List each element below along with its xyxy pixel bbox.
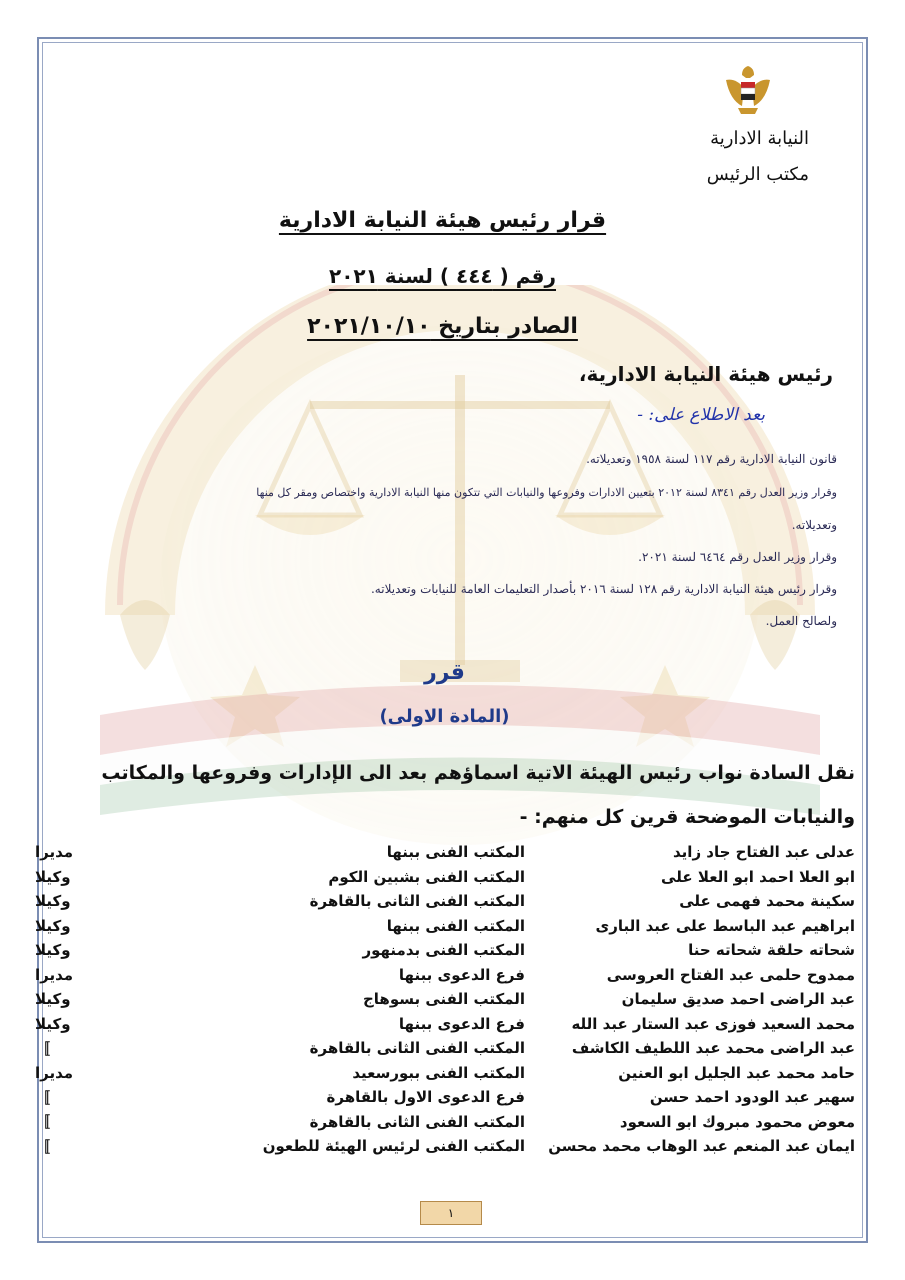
table-row (35, 987, 855, 1012)
office-name-cell: فرع الدعوى ببنها (398, 965, 525, 984)
person-name: عدلى عبد الفتاح جاد زايد (673, 843, 855, 862)
person-name: شحاته حلقة شحاته حنا (688, 941, 855, 960)
preamble-line-4: وقرار وزير العدل رقم ٦٤٦٤ لسنة ٢٠٢١. (638, 550, 837, 564)
eagle-emblem-icon (724, 62, 772, 120)
office-name-cell: المكتب الفنى لرئيس الهيئة للطعون (262, 1137, 525, 1156)
preamble-line-2: وقرار وزير العدل رقم ٨٣٤١ لسنة ٢٠١٢ بتعيين الادارات وفروعها والنيابات التي تتكون منها النيابة الادارية واختصاص ومقر كل منها (256, 486, 837, 499)
role-cell: وكيلا (35, 1014, 71, 1033)
office-name-cell: المكتب الفنى بشبين الكوم (328, 867, 525, 886)
person-name: ممدوح حلمى عبد الفتاح العروسى (606, 965, 855, 984)
decision-date: الصادر بتاريخ ٢٠٢١/١٠/١٠ (307, 314, 578, 339)
article-text-line-2: والنيابات الموضحة قرين كل منهم: - (519, 806, 855, 828)
preamble-line-6: ولصالح العمل. (765, 614, 837, 628)
role-cell: مديرا (35, 1063, 74, 1082)
preamble-line-1: قانون النيابة الادارية رقم ١١٧ لسنة ١٩٥٨ وتعديلاته. (586, 452, 837, 466)
role-cell: وكيلا (35, 867, 71, 886)
office-name-cell: المكتب الفنى الثانى بالقاهرة (309, 1039, 525, 1058)
table-row (35, 889, 855, 914)
role-cell: مديرا (35, 843, 74, 862)
decided-heading: قرر (424, 660, 465, 685)
table-row (35, 1085, 855, 1110)
person-name: سهير عبد الودود احمد حسن (649, 1088, 855, 1107)
table-row (35, 1110, 855, 1135)
table-row (35, 865, 855, 890)
table-row (35, 1134, 855, 1159)
article-title: (المادة الاولى) (379, 706, 510, 727)
page-number: ١ (420, 1201, 482, 1225)
office-name-cell: المكتب الفنى ببورسعيد (352, 1063, 525, 1082)
office-name-cell: المكتب الفنى ببنها (386, 843, 525, 862)
table-row (35, 914, 855, 939)
person-name: حامد محمد عبد الجليل ابو العنين (618, 1063, 855, 1082)
person-name: محمد السعيد فوزى عبد الستار عبد الله (571, 1014, 855, 1033)
role-cell: مديرا (35, 965, 74, 984)
preamble-line-3: وتعديلاته. (791, 518, 837, 532)
role-cell: وكيلا (35, 916, 71, 935)
office-name: مكتب الرئيس (706, 164, 809, 185)
person-name: معوض محمود مبروك ابو السعود (619, 1112, 855, 1131)
role-cell: 〛 (35, 1113, 51, 1132)
person-name: سكينة محمد فهمى على (679, 892, 855, 911)
office-name-cell: المكتب الفنى بسوهاج (362, 990, 525, 1009)
decision-title: قرار رئيس هيئة النيابة الادارية (278, 208, 607, 233)
table-row (35, 840, 855, 865)
table-row (35, 1036, 855, 1061)
person-name: ابو العلا احمد ابو العلا على (661, 867, 855, 886)
person-name: عبد الراضى احمد صديق سليمان (621, 990, 855, 1009)
org-name: النيابة الادارية (710, 128, 809, 149)
issuer-line: رئيس هيئة النيابة الادارية، (578, 362, 833, 386)
office-name-cell: المكتب الفنى الثانى بالقاهرة (309, 1112, 525, 1131)
table-row (35, 938, 855, 963)
office-name-cell: فرع الدعوى الاول بالقاهرة (326, 1088, 525, 1107)
transfers-table (35, 840, 855, 1159)
table-row (35, 963, 855, 988)
person-name: عبد الراضى محمد عبد اللطيف الكاشف (571, 1039, 855, 1058)
office-name-cell: المكتب الفنى الثانى بالقاهرة (309, 892, 525, 911)
office-name-cell: المكتب الفنى ببنها (386, 916, 525, 935)
office-name-cell: المكتب الفنى بدمنهور (362, 941, 525, 960)
after-review-line: بعد الاطلاع على: - (637, 405, 765, 425)
office-name-cell: فرع الدعوى ببنها (398, 1014, 525, 1033)
role-cell: 〛 (35, 1137, 51, 1156)
role-cell: 〛 (35, 1088, 51, 1107)
role-cell: 〛 (35, 1039, 51, 1058)
preamble-line-5: وقرار رئيس هيئة النيابة الادارية رقم ١٢٨ لسنة ٢٠١٦ بأصدار التعليمات العامة للنيابات وتعديلاته. (370, 582, 837, 596)
person-name: ابراهيم عبد الباسط على عبد البارى (595, 916, 855, 935)
table-row (35, 1061, 855, 1086)
article-text-line-1: نقل السادة نواب رئيس الهيئة الاتية اسماؤهم بعد الى الإدارات وفروعها والمكاتب (101, 762, 855, 784)
role-cell: وكيلا (35, 990, 71, 1009)
decision-number: رقم ( ٤٤٤ ) لسنة ٢٠٢١ (329, 264, 556, 288)
role-cell: وكيلا (35, 941, 71, 960)
table-row (35, 1012, 855, 1037)
person-name: ايمان عبد المنعم عبد الوهاب محمد محسن (548, 1137, 855, 1156)
role-cell: وكيلا (35, 892, 71, 911)
